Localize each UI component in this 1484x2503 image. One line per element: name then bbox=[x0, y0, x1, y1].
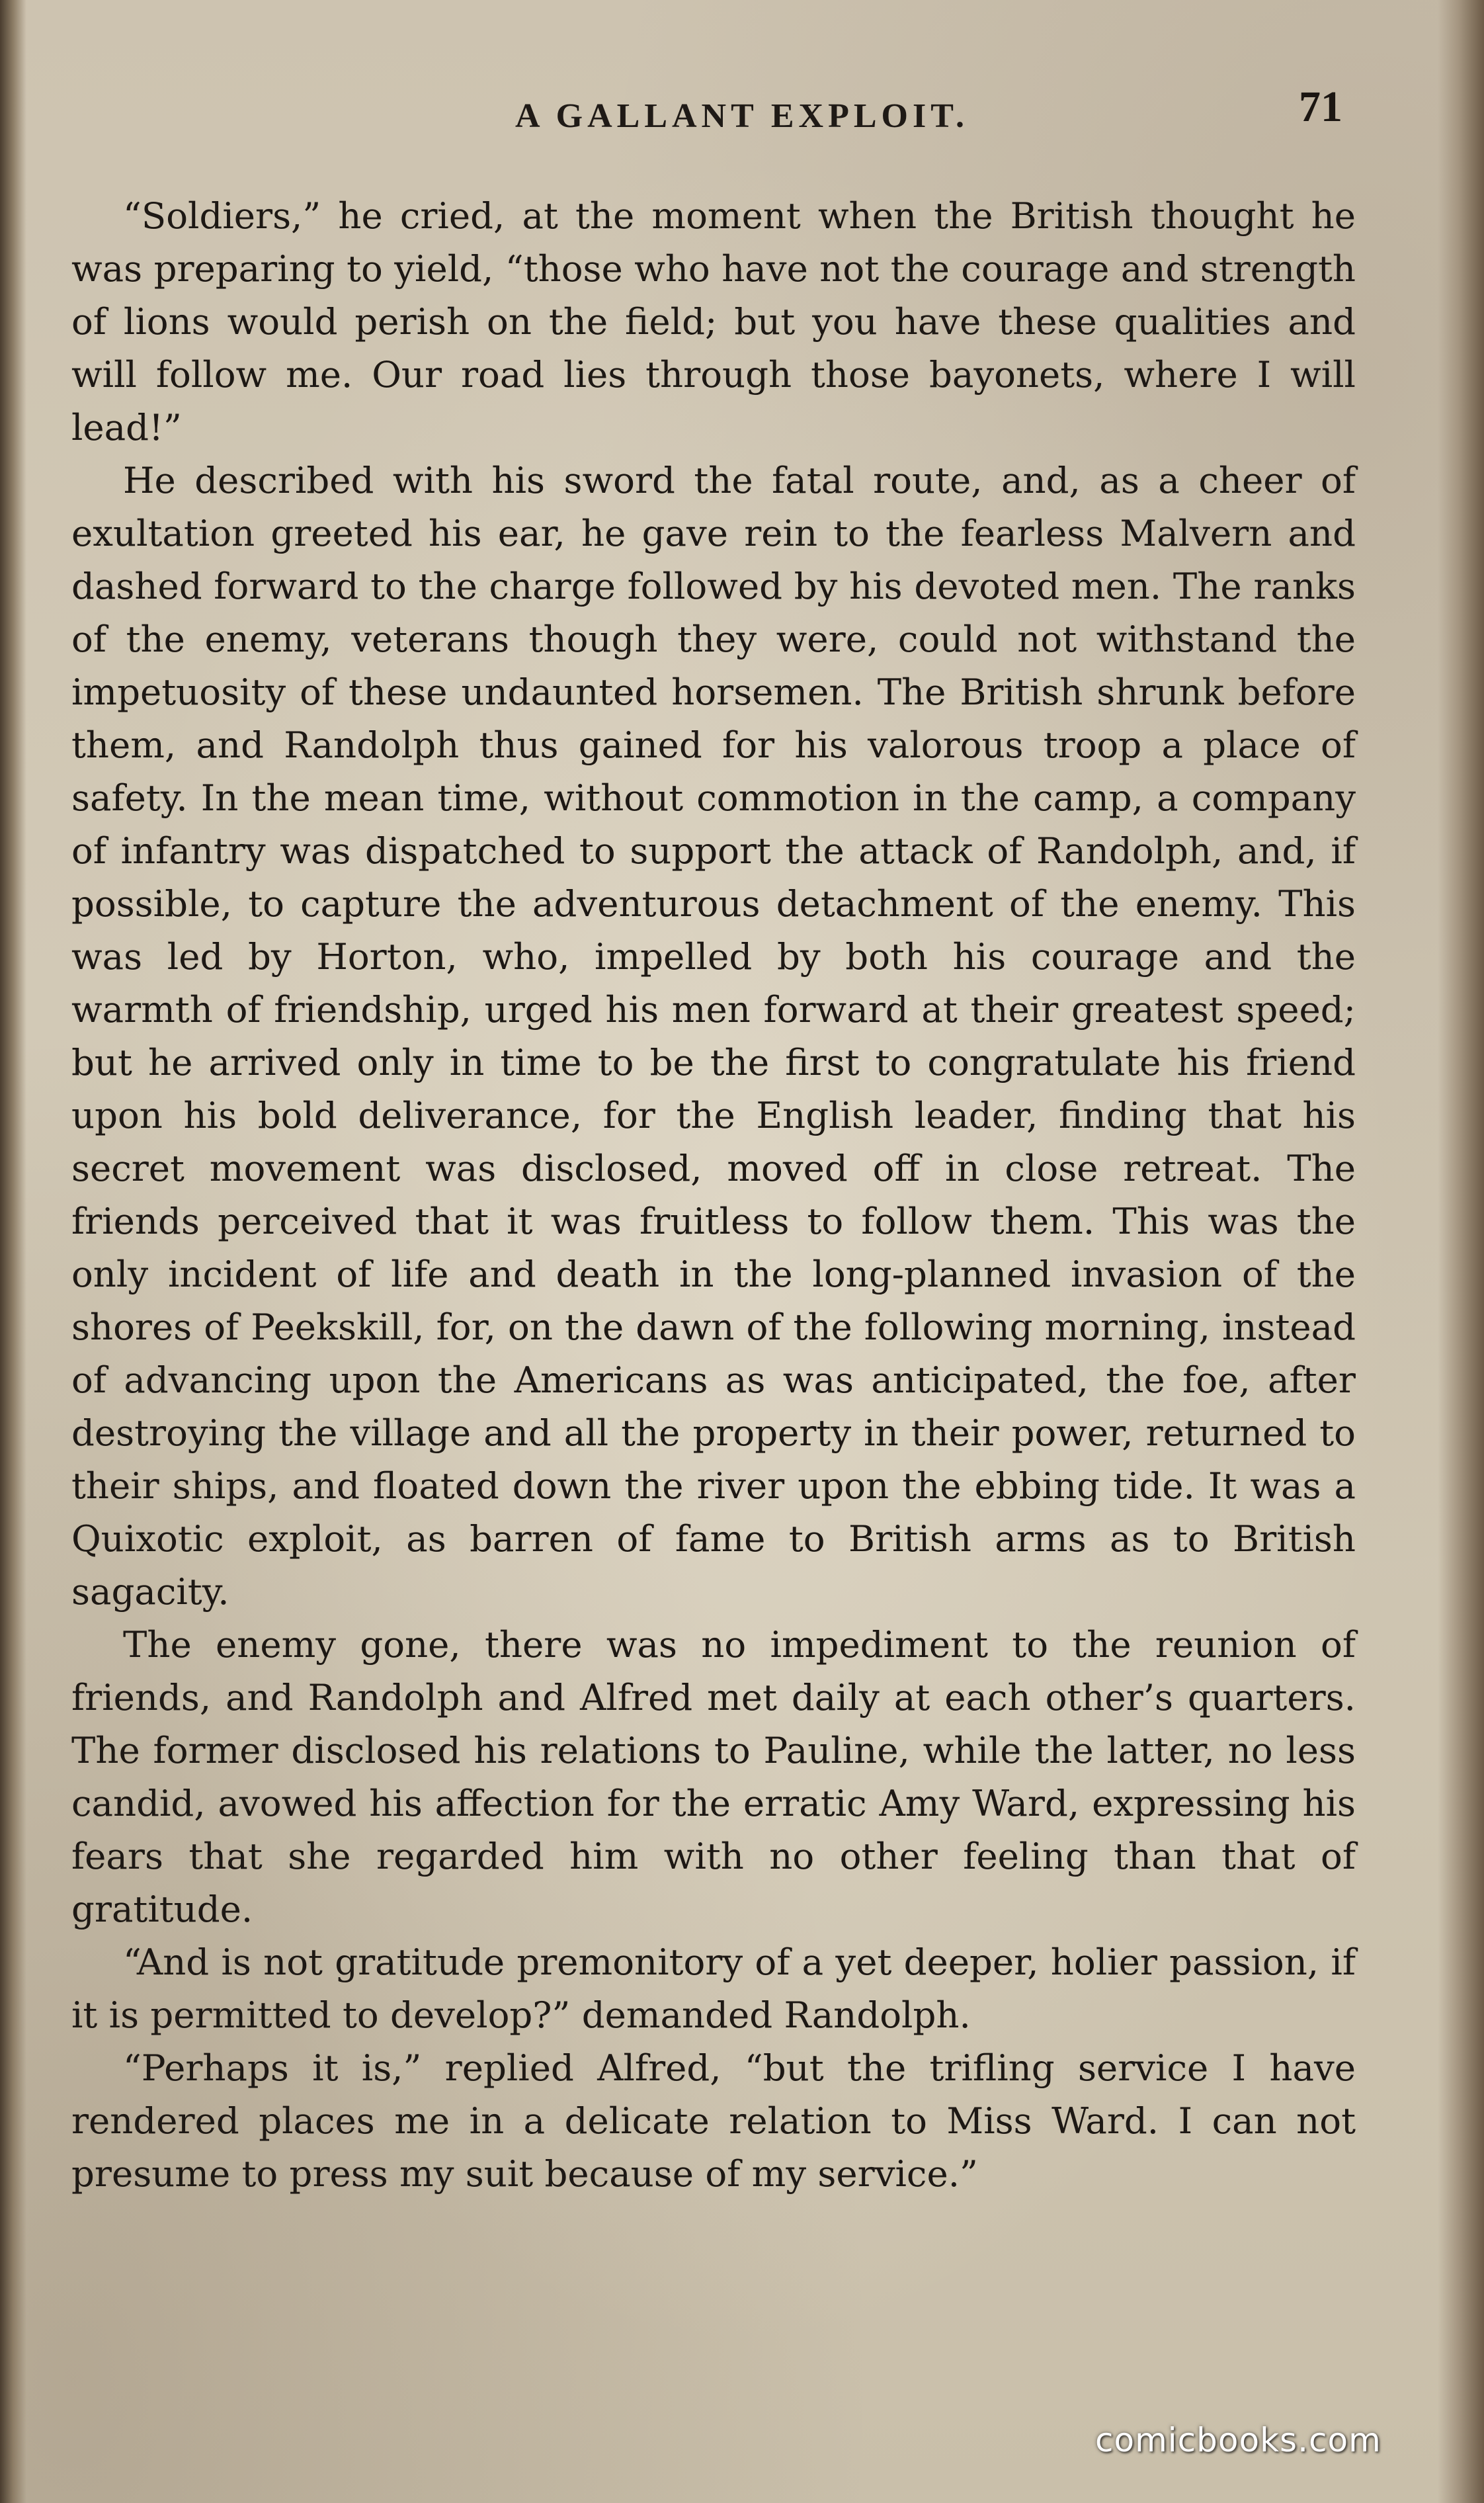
page-left-edge-shadow bbox=[0, 0, 26, 2503]
body-text bbox=[71, 189, 1356, 2200]
site-watermark: comicbooks.com bbox=[1095, 2421, 1381, 2459]
page-right-edge-shadow bbox=[1438, 0, 1484, 2503]
paragraph-alfred-reply: “Perhaps it is,” replied Alfred, “but the trifling service I have rendered places me in a delicate relation to Miss Ward. I can not presume to press my suit because of my service.” bbox=[71, 2047, 1356, 2195]
paragraph-randolph-question: “And is not gratitude premonitory of a yet deeper, holier passion, if it is permitted to develop?” demanded Randolph. bbox=[71, 1941, 1356, 2036]
running-title: A GALLANT EXPLOIT. bbox=[515, 97, 969, 135]
paragraph-soldiers-speech: “Soldiers,” he cried, at the moment when the British thought he was preparing to yield, “those who have not the courage and strength of lions would perish on the field; but you have these qualities and will follow me. Our road lies through those bayonets, where I will lead!” bbox=[71, 194, 1356, 448]
paragraph-reunion: The enemy gone, there was no impediment to the reunion of friends, and Randolph and Alfred met daily at each other’s quarters. The former disclosed his relations to Pauline, while the latter, no less candid, avowed his affection for the erratic Amy Ward, expressing his fears that she regarded him with no other feeling than that of gratitude. bbox=[71, 1623, 1356, 1930]
paragraph-charge: He described with his sword the fatal route, and, as a cheer of exultation greeted his ear, he gave rein to the fearless Malvern and dashed forward to the charge followed by his devoted men. The ranks of the enemy, veterans though they were, could not withstand the impetuosity of these undaunted horsemen. The British shrunk before them, and Randolph thus gained for his valorous troop a place of safety. In the mean time, without commotion in the camp, a company of infantry was dispatched to support the attack of Randolph, and, if possible, to capture the adventurous detachment of the enemy. This was led by Horton, who, impelled by both his courage and the warmth of friendship, urged his men forward at their greatest speed; but he arrived only in time to be the first to congratulate his friend upon his bold deliverance, for the English leader, finding that his secret movement was disclosed, moved off in close retreat. The friends perceived that it was fruitless to follow them. This was the only incident of life and death in the long-planned invasion of the shores of Peekskill, for, on the dawn of the following morning, instead of advancing upon the Americans as was anticipated, the foe, after destroying the village and all the property in their power, returned to their ships, and floated down the river upon the ebbing tide. It was a Quixotic exploit, as barren of fame to British arms as to British sagacity. bbox=[71, 459, 1356, 1613]
page-number: 71 bbox=[1299, 83, 1342, 131]
